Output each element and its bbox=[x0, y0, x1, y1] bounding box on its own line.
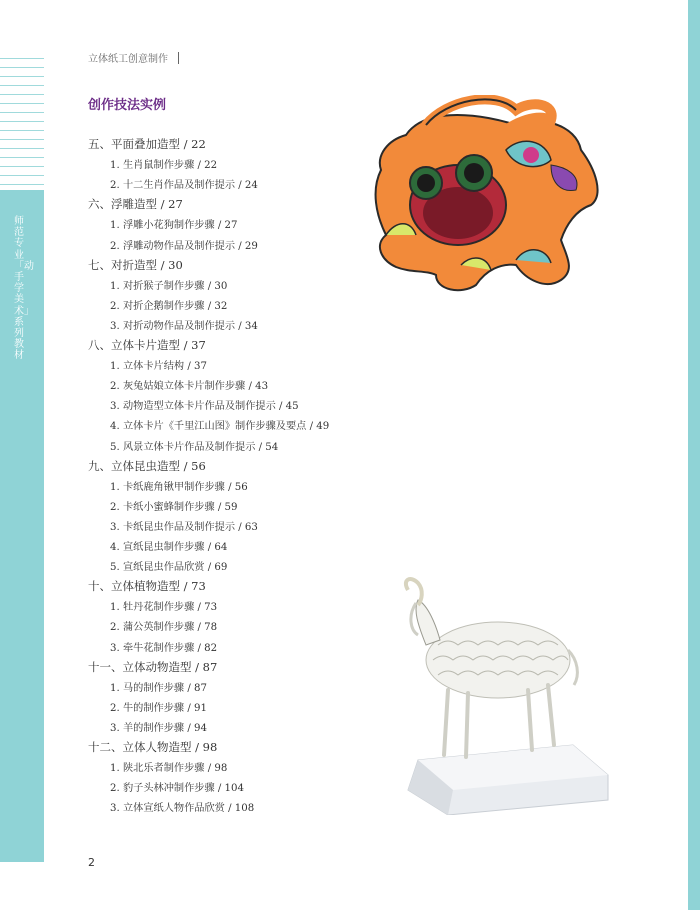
series-label: 师范专业「动手学美术」系列教材 bbox=[14, 216, 34, 362]
toc-item: 1. 牡丹花制作步骤 / 73 bbox=[110, 602, 218, 614]
toc-item: 1. 陕北乐者制作步骤 / 98 bbox=[110, 763, 228, 775]
toc-chapter: 十、立体植物造型 / 73 bbox=[88, 579, 206, 594]
toc-item: 3. 立体宣纸人物作品欣赏 / 108 bbox=[110, 803, 255, 815]
toc-item: 2. 浮雕动物作品及制作提示 / 29 bbox=[110, 240, 258, 252]
section-title: 创作技法实例 bbox=[88, 98, 167, 113]
toc-chapter: 十二、立体人物造型 / 98 bbox=[88, 740, 218, 754]
dotted-decoration bbox=[0, 50, 44, 190]
toc-item: 2. 灰兔姑娘立体卡片制作步骤 / 43 bbox=[110, 381, 269, 393]
page-number: 2 bbox=[88, 856, 95, 869]
toc-chapter: 九、立体昆虫造型 / 56 bbox=[88, 458, 206, 473]
toc-item: 1. 立体卡片结构 / 37 bbox=[110, 361, 207, 373]
toc-chapter: 六、浮雕造型 / 27 bbox=[88, 197, 183, 212]
running-header bbox=[88, 50, 179, 65]
toc-item: 4. 宣纸昆虫制作步骤 / 64 bbox=[110, 542, 228, 553]
toc-item: 2. 对折企鹅制作步骤 / 32 bbox=[110, 300, 228, 312]
toc-chapter: 五、平面叠加造型 / 22 bbox=[88, 137, 206, 151]
toc-item: 3. 动物造型立体卡片作品及制作提示 / 45 bbox=[110, 401, 299, 413]
toc-chapter: 七、对折造型 / 30 bbox=[88, 257, 183, 272]
toc-item: 3. 对折动物作品及制作提示 / 34 bbox=[110, 320, 258, 332]
toc-item: 1. 对折猴子制作步骤 / 30 bbox=[110, 280, 228, 292]
toc-item: 2. 卡纸小蜜蜂制作步骤 / 59 bbox=[110, 501, 238, 513]
toc-item: 5. 风景立体卡片作品及制作提示 / 54 bbox=[110, 441, 279, 453]
book-title: 立体纸工创意制作 bbox=[88, 54, 168, 65]
tiger-paper-art-image bbox=[366, 95, 616, 300]
toc-item: 1. 马的制作步骤 / 87 bbox=[110, 682, 207, 694]
toc-item: 2. 十二生肖作品及制作提示 / 24 bbox=[110, 180, 258, 192]
toc-item: 5. 宣纸昆虫作品欣赏 / 69 bbox=[110, 562, 228, 574]
toc-chapter: 八、立体卡片造型 / 37 bbox=[88, 338, 206, 352]
toc-item: 1. 卡纸鹿角锹甲制作步骤 / 56 bbox=[110, 481, 248, 493]
right-edge-strip bbox=[688, 0, 700, 910]
toc-item: 2. 蒲公英制作步骤 / 78 bbox=[110, 622, 218, 634]
toc-chapter: 十一、立体动物造型 / 87 bbox=[88, 659, 218, 674]
toc-item: 3. 牵牛花制作步骤 / 82 bbox=[110, 642, 218, 654]
goat-paper-sculpture-image bbox=[388, 575, 616, 815]
toc-item: 2. 豹子头林冲制作步骤 / 104 bbox=[110, 783, 244, 795]
toc-item: 3. 卡纸昆虫作品及制作提示 / 63 bbox=[110, 521, 258, 533]
toc-item: 2. 牛的制作步骤 / 91 bbox=[110, 702, 207, 714]
toc-item: 1. 生肖鼠制作步骤 / 22 bbox=[110, 160, 218, 172]
toc-item: 4. 立体卡片《千里江山图》制作步骤及要点 / 49 bbox=[110, 421, 330, 433]
header-divider bbox=[178, 52, 179, 64]
toc-item: 3. 羊的制作步骤 / 94 bbox=[110, 722, 207, 734]
toc-item: 1. 浮雕小花狗制作步骤 / 27 bbox=[110, 220, 238, 232]
